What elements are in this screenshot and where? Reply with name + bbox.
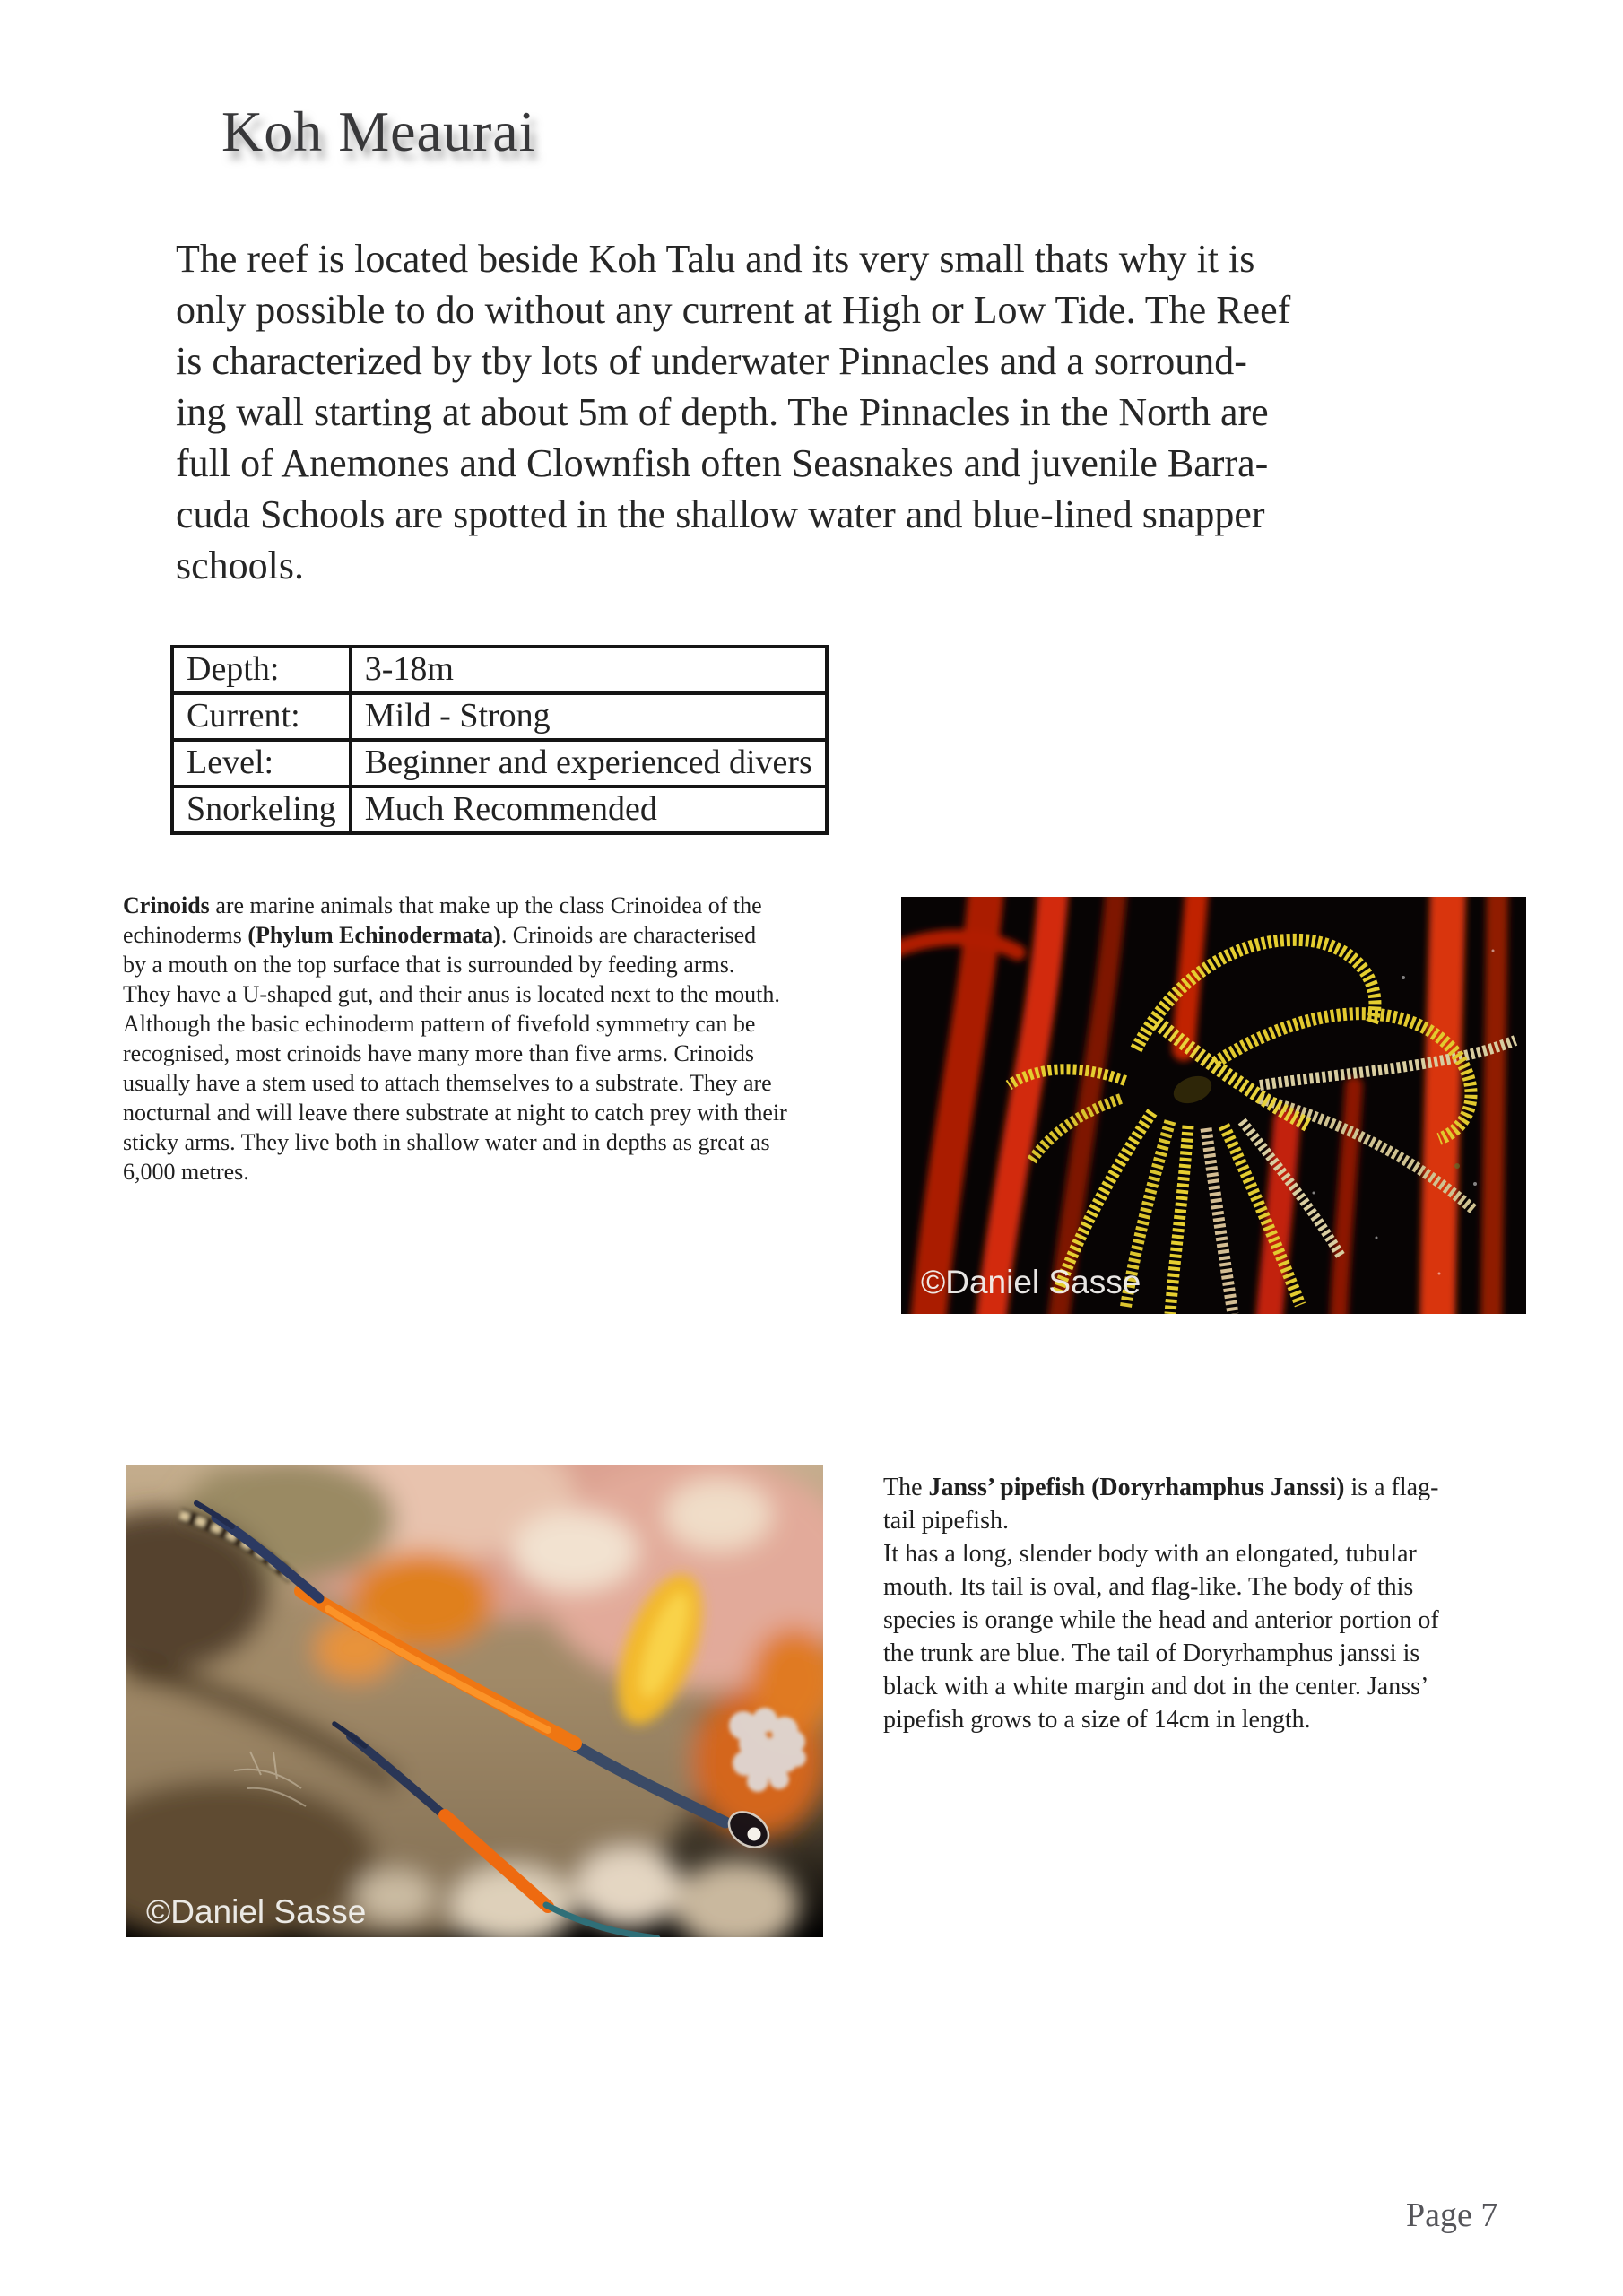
text-line: pipefish grows to a size of 14cm in length.	[883, 1706, 1311, 1734]
table-cell-value: Beginner and experienced divers	[351, 740, 827, 787]
text-line: The Janss’ pipefish (Doryrhamphus Janssi) is a flag-	[883, 1474, 1439, 1501]
table-row	[172, 787, 827, 833]
crinoid-photo	[901, 897, 1526, 1314]
pipefish-description	[883, 1471, 1439, 1736]
text-line: only possible to do without any current at High or Low Tide. The Reef	[176, 288, 1291, 332]
pipefish-tail-dot	[748, 1828, 761, 1841]
text-line: ing wall starting at about 5m of depth. The Pinnacles in the North are	[176, 390, 1269, 434]
text-line: It has a long, slender body with an elongated, tubular	[883, 1540, 1417, 1568]
text-line: mouth. Its tail is oval, and flag-like. The body of this	[883, 1573, 1414, 1601]
dive-info-table	[170, 645, 829, 835]
text-line: tail pipefish.	[883, 1507, 1009, 1535]
table-row	[172, 693, 827, 740]
crinoid-photo-art	[901, 897, 1526, 1314]
text-line: schools.	[176, 544, 304, 587]
text-line: Crinoids are marine animals that make up the class Crinoidea of the	[123, 892, 762, 918]
pipefish-photo	[126, 1465, 823, 1937]
page-title: Koh Meaurai	[221, 100, 536, 163]
text-line: 6,000 metres.	[123, 1159, 249, 1185]
text-line: The reef is located beside Koh Talu and its very small thats why it is	[176, 237, 1255, 281]
text-line: species is orange while the head and anterior portion of	[883, 1606, 1439, 1634]
text-line: They have a U-shaped gut, and their anus is located next to the mouth.	[123, 981, 780, 1007]
table-cell-label: Level:	[172, 740, 351, 787]
table-cell-value: Mild - Strong	[351, 693, 827, 740]
text-line: nocturnal and will leave there substrate at night to catch prey with their	[123, 1100, 787, 1126]
table-cell-value: 3-18m	[351, 647, 827, 693]
text-line: black with a white margin and dot in the center. Janss’	[883, 1673, 1429, 1700]
text-line: the trunk are blue. The tail of Doryrhamphus janssi is	[883, 1639, 1420, 1667]
text-line: echinoderms (Phylum Echinodermata). Crinoids are characterised	[123, 922, 757, 948]
pipefish-photo-art	[126, 1465, 823, 1937]
text-line: recognised, most crinoids have many more than five arms. Crinoids	[123, 1040, 755, 1066]
text-line: full of Anemones and Clownfish often Seasnakes and juvenile Barra-	[176, 441, 1269, 485]
table-cell-label: Depth:	[172, 647, 351, 693]
table-row	[172, 647, 827, 693]
text-line: cuda Schools are spotted in the shallow water and blue-lined snapper	[176, 492, 1265, 536]
photo-caption: ©Daniel Sasse	[146, 1893, 367, 1930]
photo-caption: ©Daniel Sasse	[921, 1264, 1141, 1300]
text-line: sticky arms. They live both in shallow water and in depths as great as	[123, 1129, 770, 1155]
text-line: Although the basic echinoderm pattern of fivefold symmetry can be	[123, 1011, 756, 1037]
text-line: by a mouth on the top surface that is surrounded by feeding arms.	[123, 952, 735, 978]
text-line: usually have a stem used to attach themselves to a substrate. They are	[123, 1070, 772, 1096]
text-line: is characterized by tby lots of underwater Pinnacles and a sorround-	[176, 339, 1247, 383]
page-number: Page 7	[1406, 2196, 1498, 2234]
crinoid-description	[123, 891, 787, 1187]
table-cell-label: Snorkeling	[172, 787, 351, 833]
table-cell-value: Much Recommended	[351, 787, 827, 833]
table-row	[172, 740, 827, 787]
table-cell-label: Current:	[172, 693, 351, 740]
intro-paragraph	[176, 233, 1290, 591]
